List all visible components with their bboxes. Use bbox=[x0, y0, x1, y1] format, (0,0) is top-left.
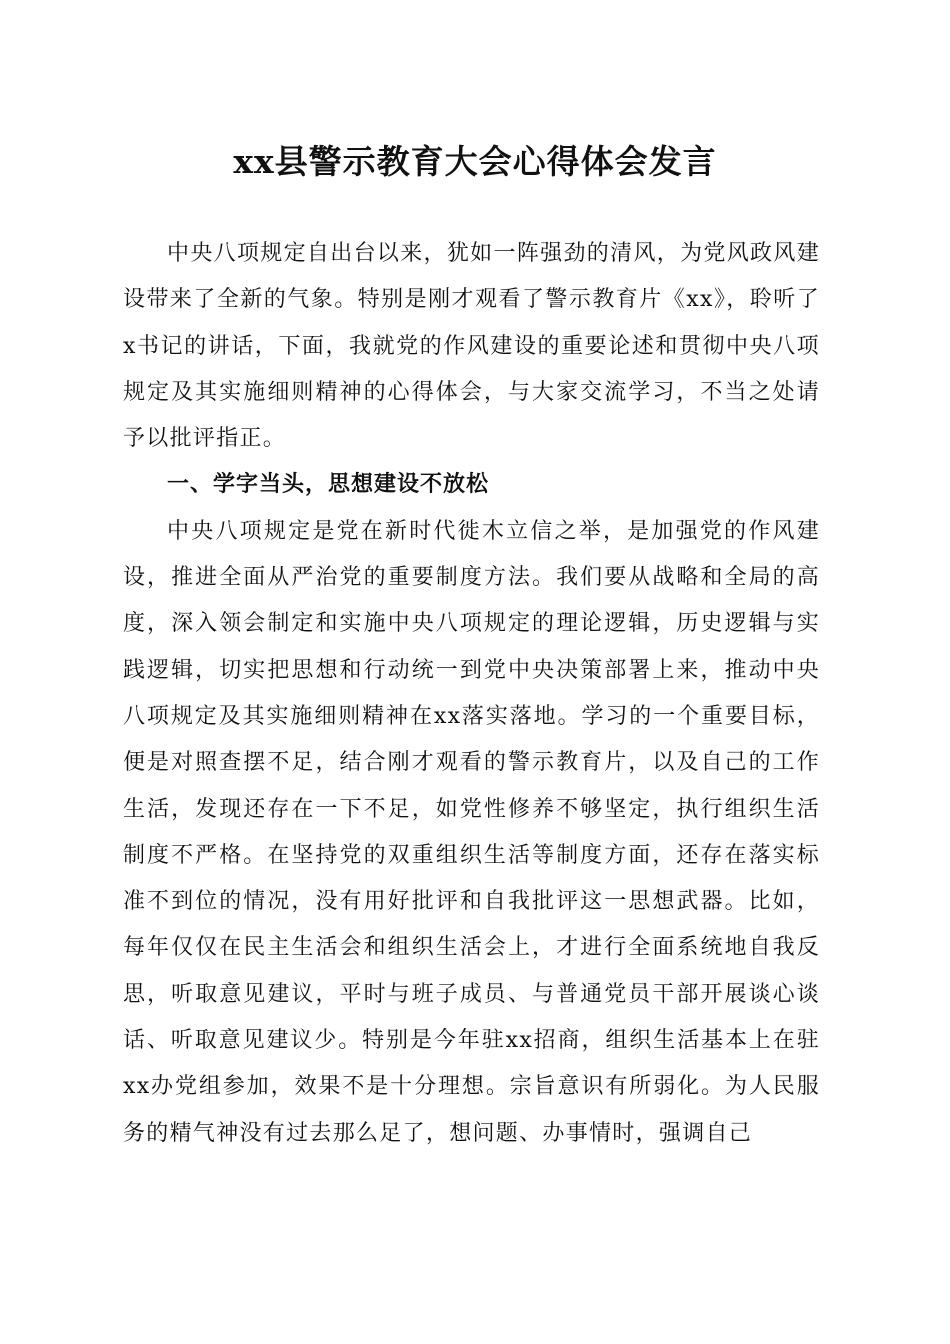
section-paragraph: 中央八项规定是党在新时代徙木立信之举，是加强党的作风建设，推进全面从严治党的重要制度方法。我们要从战略和全局的高度，深入领会制定和实施中央八项规定的理论逻辑，历史逻辑与实践逻辑，切实把思想和行动统一到党中央决策部署上来，推动中央八项规定及其实施细则精神在xx落实落地。学习的一个重要目标，便是对照查摆不足，结合刚才观看的警示教育片，以及自己的工作生活，发现还存在一下不足，如党性修养不够坚定，执行组织生活制度不严格。在坚持党的双重组织生活等制度方面，还存在落实标准不到位的情况，没有用好批评和自我批评这一思想武器。比如，每年仅仅在民主生活会和组织生活会上，才进行全面系统地自我反思，听取意见建议，平时与班子成员、与普通党员干部开展谈心谈话、听取意见建议少。特别是今年驻xx招商，组织生活基本上在驻xx办党组参加，效果不是十分理想。宗旨意识有所弱化。为人民服务的精气神没有过去那么足了，想问题、办事情时，强调自己 bbox=[123, 518, 820, 1146]
document-title: xx县警示教育大会心得体会发言 bbox=[233, 142, 717, 181]
section-heading: 一、学字当头，思想建设不放松 bbox=[167, 472, 490, 498]
intro-paragraph: 中央八项规定自出台以来，犹如一阵强劲的清风，为党风政风建设带来了全新的气象。特别是刚才观看了警示教育片《xx》，聆听了x书记的讲话，下面，我就党的作风建设的重要论述和贯彻中央八项规定及其实施细则精神的心得体会，与大家交流学习，不当之处请予以批评指正。 bbox=[123, 241, 820, 452]
document-body bbox=[123, 231, 820, 1157]
